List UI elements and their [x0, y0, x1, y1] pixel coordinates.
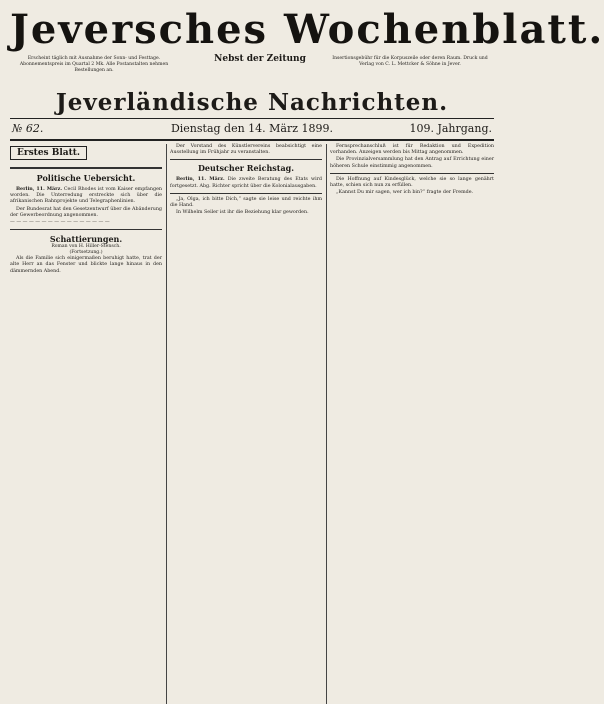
issue-year: 109. Jahrgang. — [409, 122, 492, 135]
article-paragraph: „Kannst Du mir sagen, wer ich bin?“ fragte der Fremde. — [336, 190, 474, 196]
masthead-title: Jeversches Wochenblatt. — [10, 6, 604, 53]
article-dateline: Berlin, 11. März. — [176, 176, 225, 183]
feuilleton-note: (Fortsetzung.) — [69, 250, 103, 256]
article-paragraph: Die Provinzialversammlung hat den Antrag auf Errichtung einer höheren Schule einstimmig angenommen. — [330, 157, 494, 169]
divider — [170, 159, 322, 160]
column-1 — [10, 144, 162, 704]
article-paragraph: Berlin, 11. März. Cecil Rhodes ist vom Kaiser empfangen worden. Die Unterredung erstreckte sich über die afrikanischen Bahnprojekte und Telegraphenlinien. — [10, 186, 163, 205]
feuilleton-byline: Roman von H. Hiller-Stensch. — [51, 244, 121, 250]
article-paragraph: „Ja, Olga, ich bitte Dich,“ sagte sie leise und reichte ihm die Hand. — [170, 196, 322, 209]
subhead-middle: Nebst der Zeitung — [214, 54, 306, 64]
article-paragraph: Der Bundesrat hat den Gesetzentwurf über die Abänderung der Gewerbeordnung angenommen. — [10, 206, 162, 218]
divider — [330, 173, 494, 174]
subhead-right: Insertionsgebühr für die Korpuszeile oder deren Raum. Druck und Verlag von C. L. Mettcker & Söhne in Jever. — [332, 56, 488, 67]
feuilleton-title: Schattierungen. — [49, 234, 123, 245]
dateline — [10, 119, 494, 141]
column-2 — [170, 144, 322, 704]
article-dateline: Berlin, 11. März. — [16, 186, 63, 192]
article-paragraph: Der Vorstand des Künstlervereins beabsichtigt eine Ausstellung im Frühjahr zu veranstalten. — [170, 144, 322, 156]
column-divider — [166, 144, 167, 704]
article-paragraph: Die Hoffnung auf Kindesglück, welche sie so lange genährt hatte, schien sich nun zu erfüllen. — [330, 176, 494, 189]
text-filler: — — — — — — — — — — — — — — — — — [10, 220, 110, 226]
subhead-row — [10, 54, 494, 90]
column-divider — [326, 144, 327, 704]
article-paragraph: Als die Familie sich einigermaßen beruhigt hatte, trat der alte Herr an das Fenster und blickte lange hinaus in den dämmernden Abend. — [10, 256, 162, 274]
article-paragraph: Fernsprechanschluß ist für Redaktion und Expedition vorhanden. Anzeigen werden bis Mittag angenommen. — [330, 144, 494, 156]
section-box-title: Erstes Blatt. — [10, 146, 87, 160]
article-paragraph: In Wilhelm Seiler ist ihr die Beziehung klar geworden. — [176, 210, 309, 216]
subhead-left: Erscheint täglich mit Ausnahme der Sonn- und Festtage. Abonnementspreis im Quartal 2 Mk. Alle Postanstalten nehmen Bestellungen an. — [19, 56, 169, 73]
divider — [10, 229, 162, 230]
article-paragraph: Berlin, 11. März. Die zweite Beratung des Etats wird fortgesetzt. Abg. Richter spricht über die Kolonialausgaben. — [170, 176, 322, 189]
section-heading: Politische Uebersicht. — [36, 173, 136, 183]
column-3 — [330, 144, 494, 704]
columns — [10, 144, 494, 704]
divider — [170, 193, 322, 194]
section-heading: Deutscher Reichstag. — [197, 163, 295, 174]
masthead-subtitle: Jeverländische Nachrichten. — [10, 90, 494, 119]
issue-number: № 62. — [12, 122, 44, 135]
divider — [10, 167, 162, 169]
issue-date: Dienstag den 14. März 1899. — [170, 122, 334, 135]
